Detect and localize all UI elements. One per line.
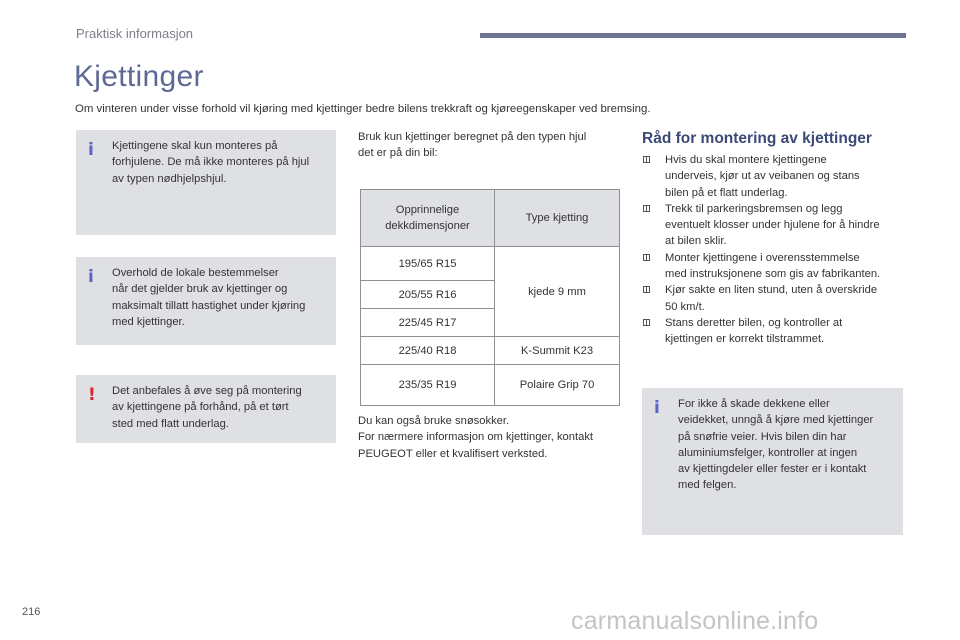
list-item: Stans deretter bilen, og kontroller at kjettingen er korrekt tilstrammet. bbox=[642, 315, 910, 348]
note-box-front-wheels bbox=[76, 130, 336, 235]
list-item: Kjør sakte en liten stund, uten å overskride 50 km/t. bbox=[642, 282, 910, 315]
table-header-dimensions: Opprinnelige dekkdimensjoner bbox=[361, 190, 495, 247]
info-icon: i bbox=[88, 140, 94, 160]
note-box-local-regulations bbox=[76, 257, 336, 345]
warning-text: Det anbefales å øve seg på montering av kjettingene på forhånd, på et tørt sted med flatt underlag. bbox=[112, 385, 302, 430]
page-number: 216 bbox=[22, 606, 41, 618]
checkbox-bullet-icon bbox=[643, 205, 650, 212]
tips-list bbox=[642, 152, 910, 348]
warning-box-practice bbox=[76, 375, 336, 443]
table-cell-dimension: 235/35 R19 bbox=[361, 365, 495, 406]
info-icon: i bbox=[654, 398, 660, 418]
list-item: Trekk til parkeringsbremsen og legg eventuelt klosser under hjulene for å hindre at bilen sklir. bbox=[642, 201, 910, 250]
table-row bbox=[361, 247, 620, 281]
checkbox-bullet-icon bbox=[643, 254, 650, 261]
page-title: Kjettinger bbox=[74, 60, 204, 93]
intro-text: Om vinteren under visse forhold vil kjøring med kjettinger bedre bilens trekkraft og kjøreegenskaper ved bremsing. bbox=[75, 103, 651, 115]
note-box-aluminium-rims bbox=[642, 388, 903, 535]
table-header-chain-type: Type kjetting bbox=[495, 190, 620, 247]
table-cell-dimension: 205/55 R16 bbox=[361, 281, 495, 309]
table-header-row bbox=[361, 190, 620, 247]
table-cell-dimension: 225/45 R17 bbox=[361, 309, 495, 337]
snow-socks-text: Du kan også bruke snøsokker. For nærmere informasjon om kjettinger, kontakt PEUGEOT eller et kvalifisert verksted. bbox=[358, 415, 594, 460]
section-title: Råd for montering av kjettinger bbox=[642, 130, 872, 147]
list-item: Monter kjettingene i overensstemmelse med instruksjonene som gis av fabrikanten. bbox=[642, 250, 910, 283]
table-cell-chain-type: Polaire Grip 70 bbox=[495, 365, 620, 406]
checkbox-bullet-icon bbox=[643, 286, 650, 293]
watermark: carmanualsonline.info bbox=[571, 607, 819, 635]
warning-icon: ! bbox=[88, 385, 96, 405]
page-section-header: Praktisk informasjon bbox=[76, 26, 194, 41]
list-item: Hvis du skal montere kjettingene underveis, kjør ut av veibanen og stans bilen på et flatt underlag. bbox=[642, 152, 910, 201]
checkbox-bullet-icon bbox=[643, 319, 650, 326]
table-cell-chain-type: K-Summit K23 bbox=[495, 337, 620, 365]
table-intro-text: Bruk kun kjettinger beregnet på den typen hjul det er på din bil: bbox=[358, 131, 587, 160]
header-bar bbox=[480, 33, 906, 38]
table-row bbox=[361, 337, 620, 365]
note-text: For ikke å skade dekkene eller veidekket, unngå å kjøre med kjettinger på snøfrie veier. Hvis bilen din har aluminiumsfelger, kontroller at ingen av kjettingdeler eller fester er i kontakt med felgen. bbox=[678, 398, 874, 492]
table-cell-chain-type: kjede 9 mm bbox=[495, 247, 620, 337]
table-row bbox=[361, 365, 620, 406]
note-text: Kjettingene skal kun monteres på forhjulene. De må ikke monteres på hjul av typen nødhjelpshjul. bbox=[112, 140, 310, 185]
info-icon: i bbox=[88, 267, 94, 287]
tire-chain-table bbox=[360, 189, 620, 406]
table-cell-dimension: 195/65 R15 bbox=[361, 247, 495, 281]
checkbox-bullet-icon bbox=[643, 156, 650, 163]
table-cell-dimension: 225/40 R18 bbox=[361, 337, 495, 365]
note-text: Overhold de lokale bestemmelser når det gjelder bruk av kjettinger og maksimalt tillatt hastighet under kjøring med kjettinger. bbox=[112, 267, 306, 328]
